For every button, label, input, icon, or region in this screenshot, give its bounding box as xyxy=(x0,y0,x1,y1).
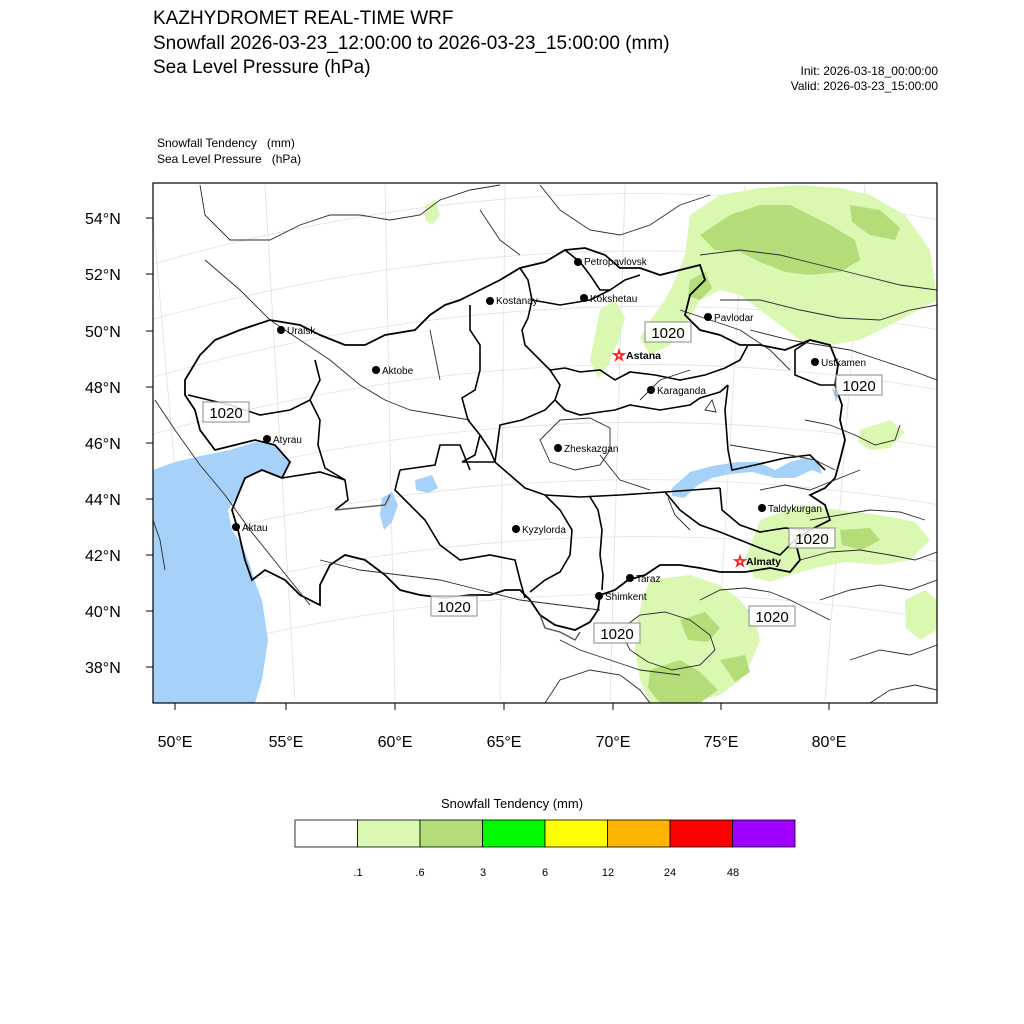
colorbar-swatch xyxy=(670,820,733,847)
city-label-aktau: Aktau xyxy=(242,523,268,534)
lat-label: 46°N xyxy=(85,436,121,453)
colorbar-label: .1 xyxy=(353,867,363,879)
neighbor-borders xyxy=(335,495,580,640)
city-dot xyxy=(574,258,582,266)
lat-label: 50°N xyxy=(85,324,121,341)
isobar-label: 1020 xyxy=(600,626,634,643)
city-label-kokshetau: Kokshetau xyxy=(590,294,638,305)
city-dot xyxy=(554,444,562,452)
valid-time: Valid: 2026-03-23_15:00:00 xyxy=(790,79,938,93)
lat-label: 52°N xyxy=(85,267,121,284)
lon-label: 75°E xyxy=(703,734,739,751)
colorbar-swatch xyxy=(608,820,671,847)
init-time: Init: 2026-03-18_00:00:00 xyxy=(800,64,938,78)
lat-label: 54°N xyxy=(85,211,121,228)
lon-label: 80°E xyxy=(811,734,847,751)
colorbar xyxy=(295,820,795,847)
city-dot xyxy=(512,525,520,533)
city-label-shimkent: Shimkent xyxy=(605,592,647,603)
city-dot xyxy=(626,574,634,582)
city-dot xyxy=(647,386,655,394)
colorbar-swatch xyxy=(483,820,546,847)
city-label-karaganda: Karaganda xyxy=(657,386,706,397)
snowfall-light xyxy=(425,185,937,703)
capital-star-icon: ☆ xyxy=(733,553,747,569)
city-dot xyxy=(811,358,819,366)
city-dot xyxy=(277,326,285,334)
city-label-zheskazgan: Zheskazgan xyxy=(564,444,619,455)
city-label-petropavlovsk: Petropavlovsk xyxy=(584,257,647,268)
city-label-taraz: Taraz xyxy=(636,574,661,585)
city-label-almaty: Almaty xyxy=(746,556,782,568)
lon-label: 70°E xyxy=(595,734,631,751)
colorbar-label: .6 xyxy=(415,867,425,879)
city-label-pavlodar: Pavlodar xyxy=(714,313,754,324)
colorbar-swatch xyxy=(545,820,608,847)
colorbar-swatch xyxy=(420,820,483,847)
latitude-axis xyxy=(85,211,153,677)
city-label-kostanay: Kostanay xyxy=(496,296,538,307)
isobar-label: 1020 xyxy=(209,405,243,422)
city-dot xyxy=(704,313,712,321)
longitude-axis xyxy=(158,703,847,751)
isobar-label: 1020 xyxy=(795,531,829,548)
lat-label: 48°N xyxy=(85,380,121,397)
city-dot xyxy=(486,297,494,305)
capital-star-icon: ☆ xyxy=(612,347,626,363)
city-label-taldykurgan: Taldykurgan xyxy=(768,504,822,515)
lon-label: 65°E xyxy=(486,734,522,751)
city-label-atyrau: Atyrau xyxy=(273,435,302,446)
lon-label: 60°E xyxy=(377,734,413,751)
city-dot xyxy=(595,592,603,600)
map-title: KAZHYDROMET REAL-TIME WRF xyxy=(153,8,454,29)
colorbar-title: Snowfall Tendency (mm) xyxy=(440,796,584,811)
snowfall-title: Snowfall 2026-03-23_12:00:00 to 2026-03-23_15:00:00 (mm) xyxy=(153,33,670,54)
colorbar-label: 6 xyxy=(541,867,549,879)
colorbar-label: 3 xyxy=(479,867,487,879)
city-dot xyxy=(372,366,380,374)
colorbar-swatch xyxy=(733,820,796,847)
field-label-snowfall: Snowfall Tendency (mm) xyxy=(157,136,295,150)
colorbar-swatch xyxy=(295,820,358,847)
city-label-uralsk: Uralsk xyxy=(287,326,316,337)
city-dot xyxy=(263,435,271,443)
isobar-label: 1020 xyxy=(437,599,471,616)
lat-label: 40°N xyxy=(85,604,121,621)
lat-label: 44°N xyxy=(85,492,121,509)
colorbar-label: 48 xyxy=(726,867,740,879)
lat-label: 42°N xyxy=(85,548,121,565)
city-dot xyxy=(758,504,766,512)
isobar-label: 1020 xyxy=(651,325,685,342)
colorbar-label: 24 xyxy=(663,867,677,879)
colorbar-label: 12 xyxy=(601,867,615,879)
colorbar-swatch xyxy=(358,820,421,847)
city-label-kyzylorda: Kyzylorda xyxy=(522,525,566,536)
lon-label: 50°E xyxy=(157,734,193,751)
field-label-pressure: Sea Level Pressure (hPa) xyxy=(157,152,302,166)
lat-label: 38°N xyxy=(85,660,121,677)
city-label-ustkamen: Ustkamen xyxy=(821,358,867,369)
city-label-astana: Astana xyxy=(626,350,662,362)
map-area xyxy=(150,185,940,703)
city-dot xyxy=(580,294,588,302)
city-label-aktobe: Aktobe xyxy=(382,366,414,377)
balkhash-lake xyxy=(672,458,822,498)
isobar-label: 1020 xyxy=(842,378,876,395)
city-dot xyxy=(232,523,240,531)
pressure-title: Sea Level Pressure (hPa) xyxy=(153,57,371,78)
lon-label: 55°E xyxy=(268,734,304,751)
isobar-label: 1020 xyxy=(755,609,789,626)
